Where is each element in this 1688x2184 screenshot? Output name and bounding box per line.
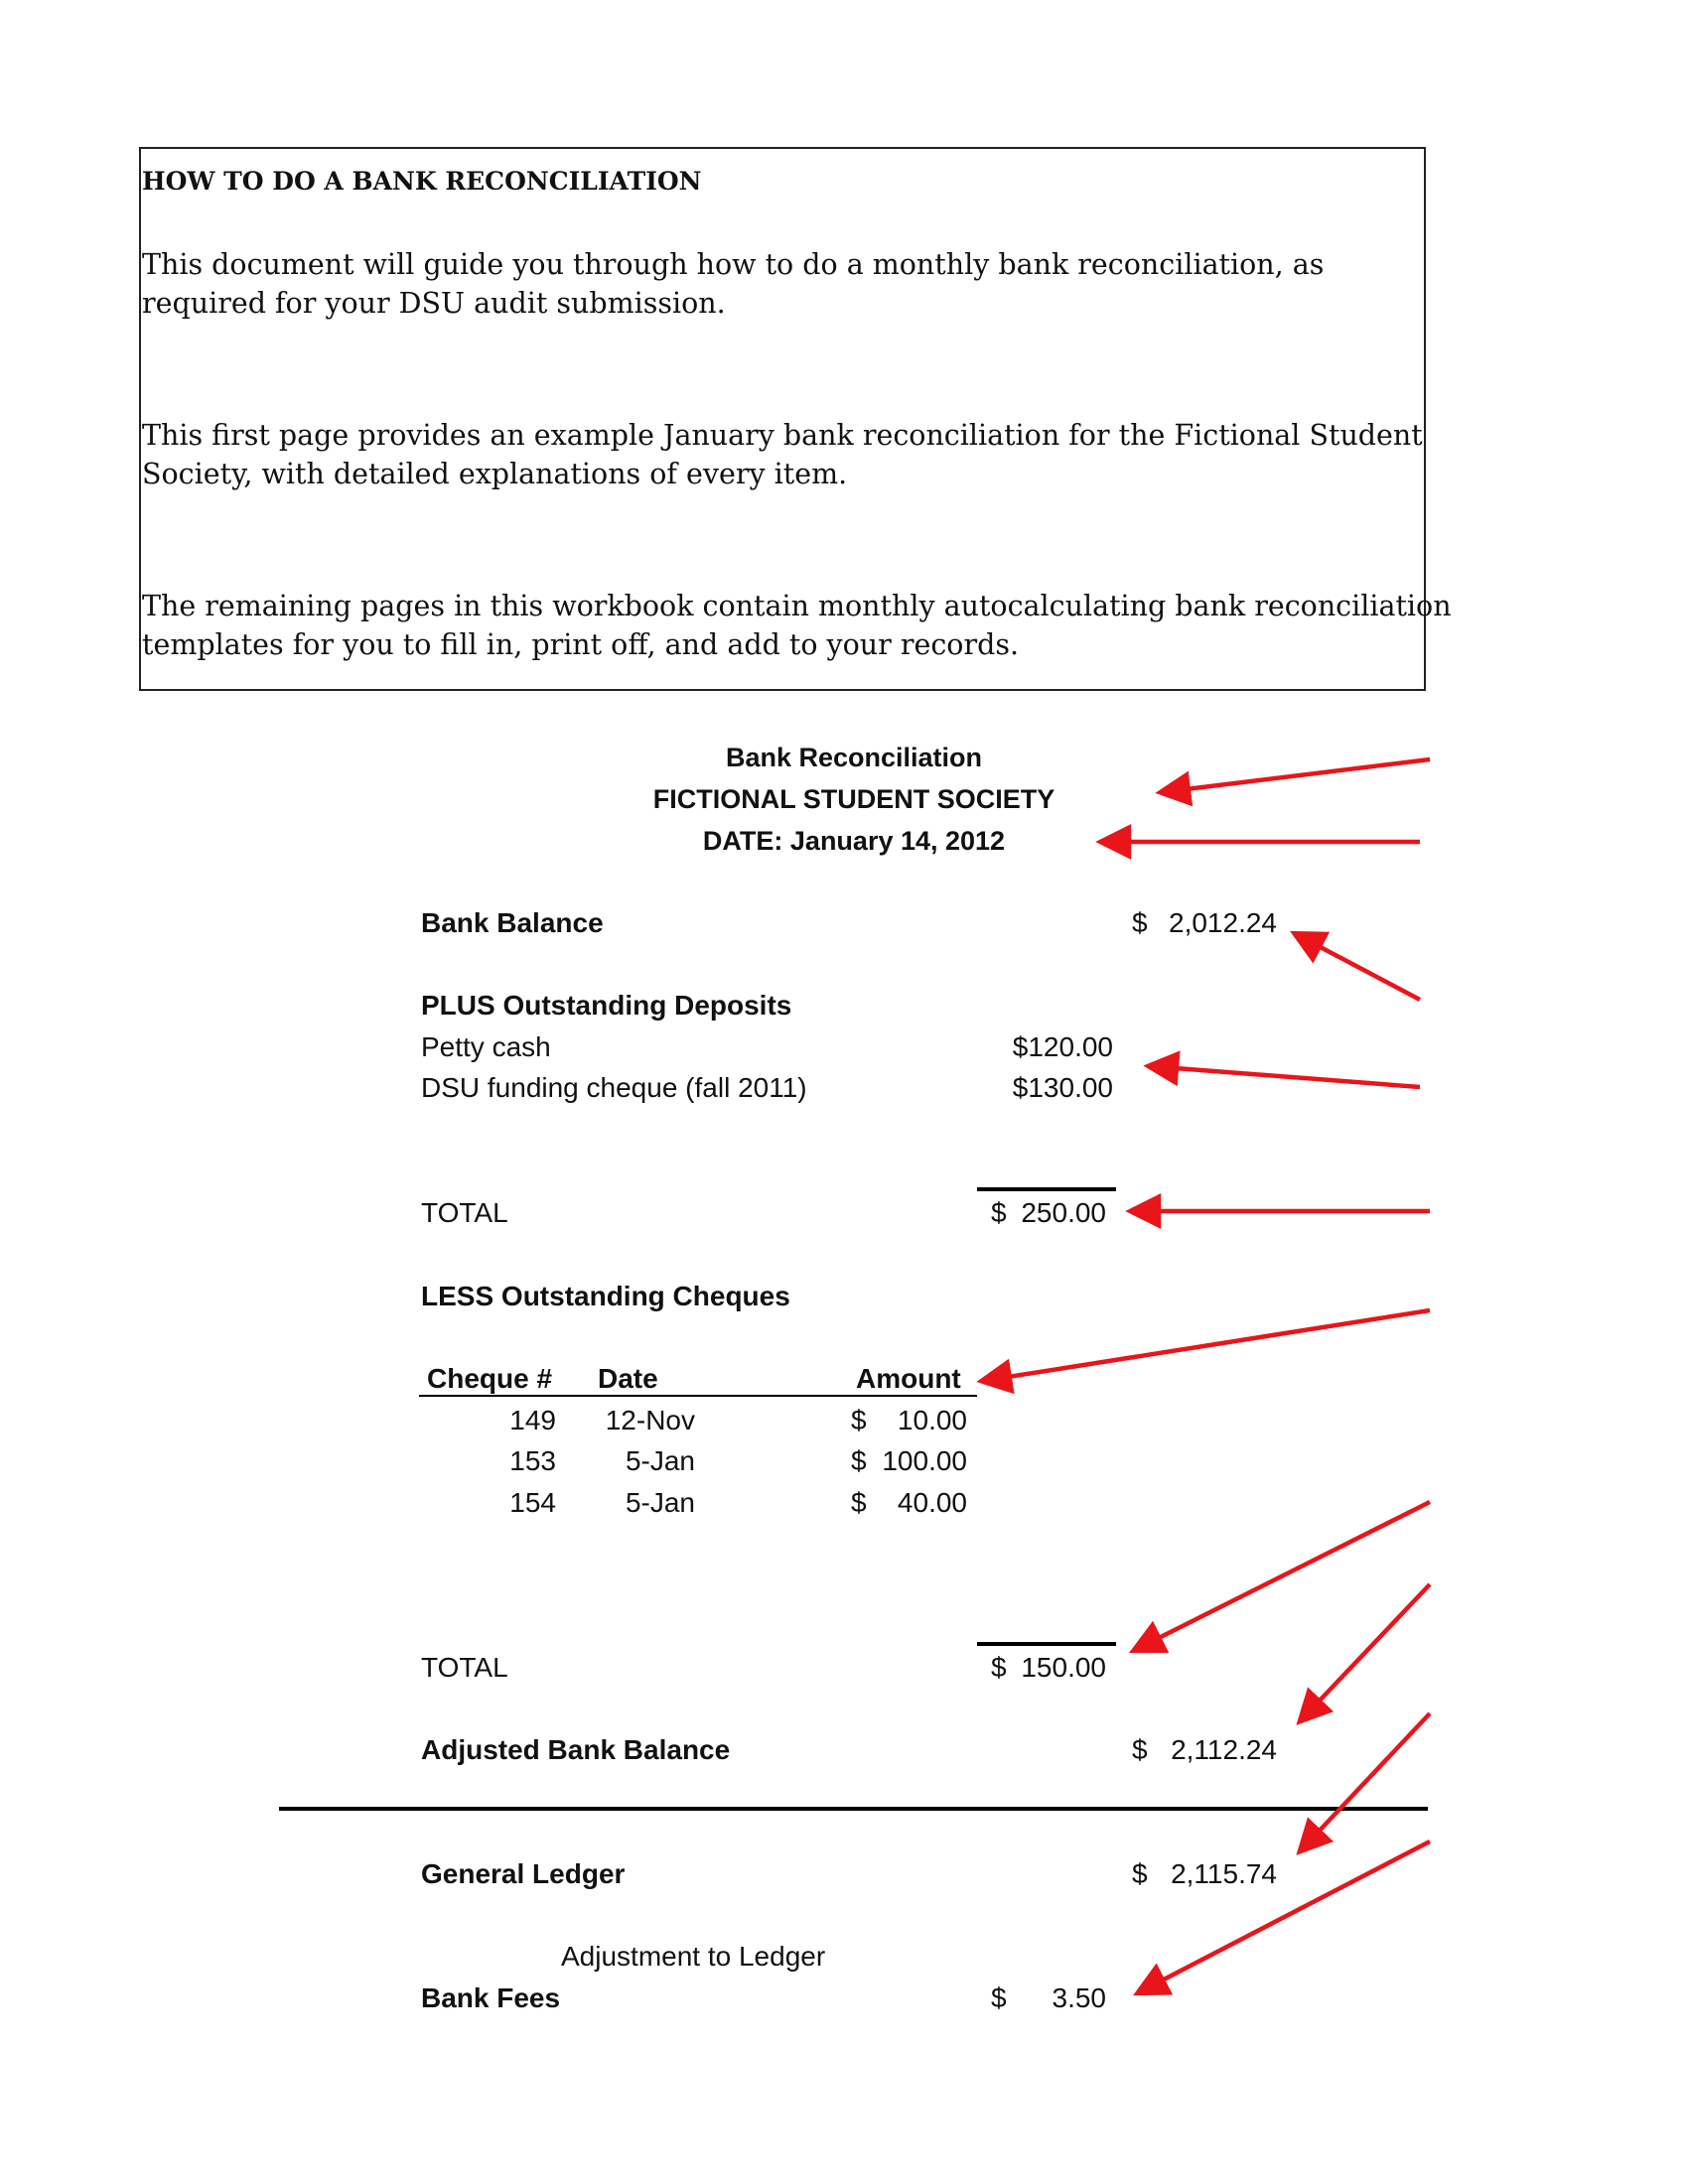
adjusted-balance-amount: 2,112.24 xyxy=(1171,1734,1277,1765)
cheque-date-column-header: Date xyxy=(598,1363,658,1394)
cheque-amount: 10.00 xyxy=(897,1405,967,1435)
cheque-date: 12-Nov xyxy=(605,1405,695,1435)
cheques-total-amount: 150.00 xyxy=(1021,1652,1106,1683)
arrow-to-organization xyxy=(1162,759,1430,792)
arrow-to-bank-fees xyxy=(1139,1842,1430,1992)
bank-balance-amount: 2,012.24 xyxy=(1169,907,1277,938)
arrow-to-deposits xyxy=(1150,1066,1420,1087)
report-date: DATE: January 14, 2012 xyxy=(702,826,1006,856)
adjusted-balance-currency: $ xyxy=(1132,1734,1148,1765)
cheque-currency: $ xyxy=(851,1445,867,1476)
cheque-currency: $ xyxy=(851,1487,867,1518)
general-ledger-amount: 2,115.74 xyxy=(1171,1858,1277,1889)
cheques-total-currency: $ xyxy=(991,1652,1007,1683)
arrow-to-bank-balance xyxy=(1296,934,1420,1000)
arrow-to-cheques-amount xyxy=(983,1310,1430,1381)
cheques-total-label: TOTAL xyxy=(421,1652,508,1683)
bank-balance-label: Bank Balance xyxy=(421,907,604,938)
adjusted-balance-label: Adjusted Bank Balance xyxy=(421,1734,731,1765)
general-ledger-currency: $ xyxy=(1132,1858,1148,1889)
cheque-date: 5-Jan xyxy=(625,1445,695,1476)
arrow-to-cheques-total xyxy=(1135,1502,1430,1650)
deposit-item-amount: $120.00 xyxy=(1012,1031,1113,1062)
cheque-number-column-header: Cheque # xyxy=(427,1363,553,1394)
deposits-total-label: TOTAL xyxy=(421,1197,508,1228)
bank-fees-currency: $ xyxy=(991,1982,1007,2013)
intro-paragraph-1-line-1: This document will guide you through how to do a monthly bank reconciliation, as xyxy=(142,248,1325,281)
intro-paragraph-2-line-1: This first page provides an example January bank reconciliation for the Fictional Student xyxy=(142,419,1423,452)
cheque-amount: 40.00 xyxy=(897,1487,967,1518)
bank-fees-amount: 3.50 xyxy=(1052,1982,1106,2013)
arrow-to-general-ledger xyxy=(1301,1713,1430,1850)
intro-paragraph-3-line-2: templates for you to fill in, print off, and add to your records. xyxy=(142,628,1019,661)
deposits-total-currency: $ xyxy=(991,1197,1007,1228)
cheque-number: 154 xyxy=(509,1487,556,1518)
intro-paragraph-1-line-2: required for your DSU audit submission. xyxy=(142,287,726,320)
general-ledger-label: General Ledger xyxy=(421,1858,626,1889)
bank-fees-label: Bank Fees xyxy=(421,1982,561,2013)
report-organization: FICTIONAL STUDENT SOCIETY xyxy=(652,784,1055,814)
bank-balance-currency: $ xyxy=(1132,907,1148,938)
cheque-currency: $ xyxy=(851,1405,867,1435)
adjustment-heading: Adjustment to Ledger xyxy=(561,1941,826,1972)
intro-title: HOW TO DO A BANK RECONCILIATION xyxy=(142,167,702,196)
cheque-amount: 100.00 xyxy=(882,1445,967,1476)
cheque-number: 153 xyxy=(509,1445,556,1476)
arrow-to-adjusted-balance xyxy=(1301,1584,1430,1720)
cheques-heading: LESS Outstanding Cheques xyxy=(421,1281,790,1311)
cheque-number: 149 xyxy=(509,1405,556,1435)
deposit-item-amount: $130.00 xyxy=(1012,1072,1113,1103)
deposits-total-amount: 250.00 xyxy=(1021,1197,1106,1228)
intro-paragraph-3-line-1: The remaining pages in this workbook contain monthly autocalculating bank reconciliation xyxy=(142,590,1452,622)
report-title: Bank Reconciliation xyxy=(725,743,983,772)
cheque-amount-column-header: Amount xyxy=(856,1363,961,1394)
cheque-date: 5-Jan xyxy=(625,1487,695,1518)
deposits-heading: PLUS Outstanding Deposits xyxy=(421,990,792,1021)
deposit-item-label: Petty cash xyxy=(421,1031,551,1062)
intro-paragraph-2-line-2: Society, with detailed explanations of every item. xyxy=(142,458,848,490)
deposit-item-label: DSU funding cheque (fall 2011) xyxy=(421,1072,807,1103)
